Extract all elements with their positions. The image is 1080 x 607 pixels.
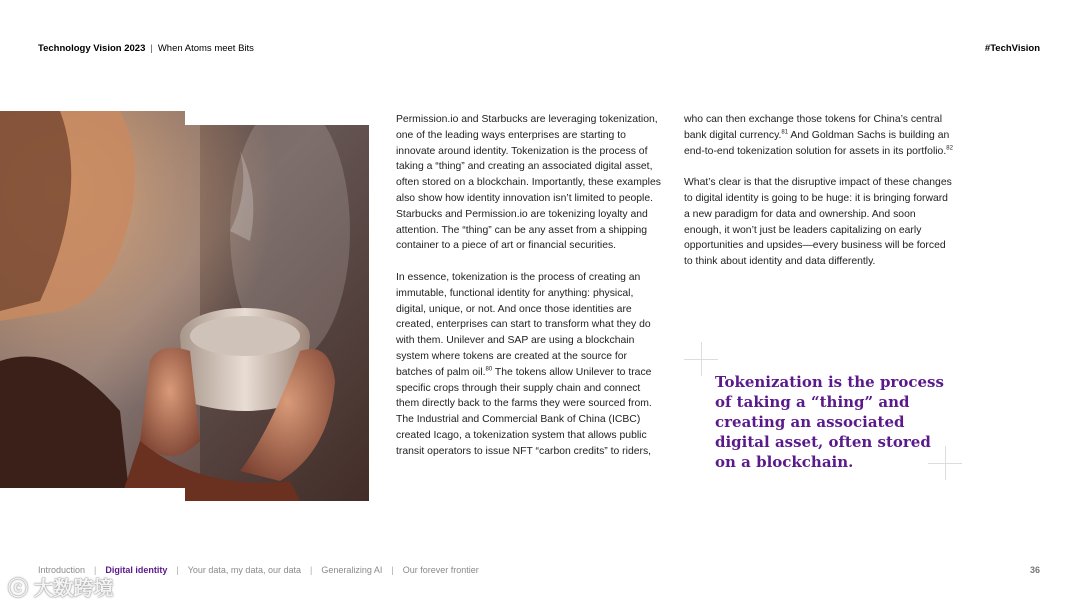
paragraph: In essence, tokenization is the process of creating an immutable, functional identity for anything: physical, digital, unique, or not. And once those identities are created, enterprises can start to transform what they do with them. Unilever and SAP are using a blockchain system where tokens are created at the source for batches of palm oil.$^{80}$ The tokens allow Unilever to trace specific crops through their supply chain and connect them directly back to the farms they were sourced from. The Industrial and Commercial Bank of China (ICBC) created Icago, a tokenization system that allows public transit operators to issue NFT “carbon credits” to riders,	[396, 271, 652, 457]
woman-with-coffee-cup-photo	[0, 111, 369, 501]
paragraph: What’s clear is that the disruptive impact of these changes to digital identity is going to be huge: it is bringing forward a new paradigm for data and ownership. And soon enough, it won’t just be leaders capitalizing on early opportunities and upsides—every business will be forced to think about identity and data differently.	[684, 177, 952, 268]
page-number: 36	[1029, 565, 1040, 575]
header-title-block	[38, 43, 254, 54]
report-subtitle: When Atoms meet Bits	[157, 43, 254, 54]
footnote-ref: 82	[946, 145, 953, 152]
header-separator: |	[150, 43, 153, 54]
body-column-2	[684, 112, 956, 286]
body-column-1	[396, 112, 664, 475]
watermark: ⓒ 大数跨境	[8, 578, 114, 600]
nav-your-data[interactable]: Your data, my data, our data	[187, 565, 301, 575]
pull-quote: Tokenization is the process of taking a “thing” and creating an associated digital asset, often stored on a blockchain.	[715, 373, 944, 471]
paragraph: Permission.io and Starbucks are leveraging tokenization, one of the leading ways enterprises are starting to innovate around identity. Tokenization is the process of taking a “thing” and creating an associated digital asset, often stored on a blockchain. Importantly, these examples also show how identity innovation isn’t limited to people. Starbucks and Permission.io are tokenizing loyalty and attention. The “thing” can be any asset from a shipping container to a piece of art or financial securities.	[396, 114, 661, 252]
nav-generalizing-ai[interactable]: Generalizing AI	[321, 565, 383, 575]
nav-introduction[interactable]: Introduction	[38, 565, 86, 575]
paragraph: who can then exchange those tokens for China’s central bank digital currency.$^{81}$ And Goldman Sachs is building an end-to-end tokenization solution for assets in its portfolio.$^{82}$	[684, 114, 953, 157]
footer-nav: Introduction | Digital identity | Your data, my data, our data | Generalizing AI | Our forever frontier	[38, 565, 479, 575]
photo-frame-notch-bottom	[0, 488, 185, 502]
footnote-ref: 81	[781, 129, 789, 136]
photo-frame-notch-top	[185, 111, 369, 125]
footnote-ref: 80	[485, 366, 493, 373]
report-title: Technology Vision 2023	[38, 43, 146, 54]
watermark-logo-icon: ⓒ	[8, 578, 28, 600]
crosshair-decoration	[684, 342, 718, 376]
hashtag: #TechVision	[984, 43, 1040, 54]
nav-forever-frontier[interactable]: Our forever frontier	[402, 565, 479, 575]
nav-digital-identity[interactable]: Digital identity	[105, 565, 168, 575]
